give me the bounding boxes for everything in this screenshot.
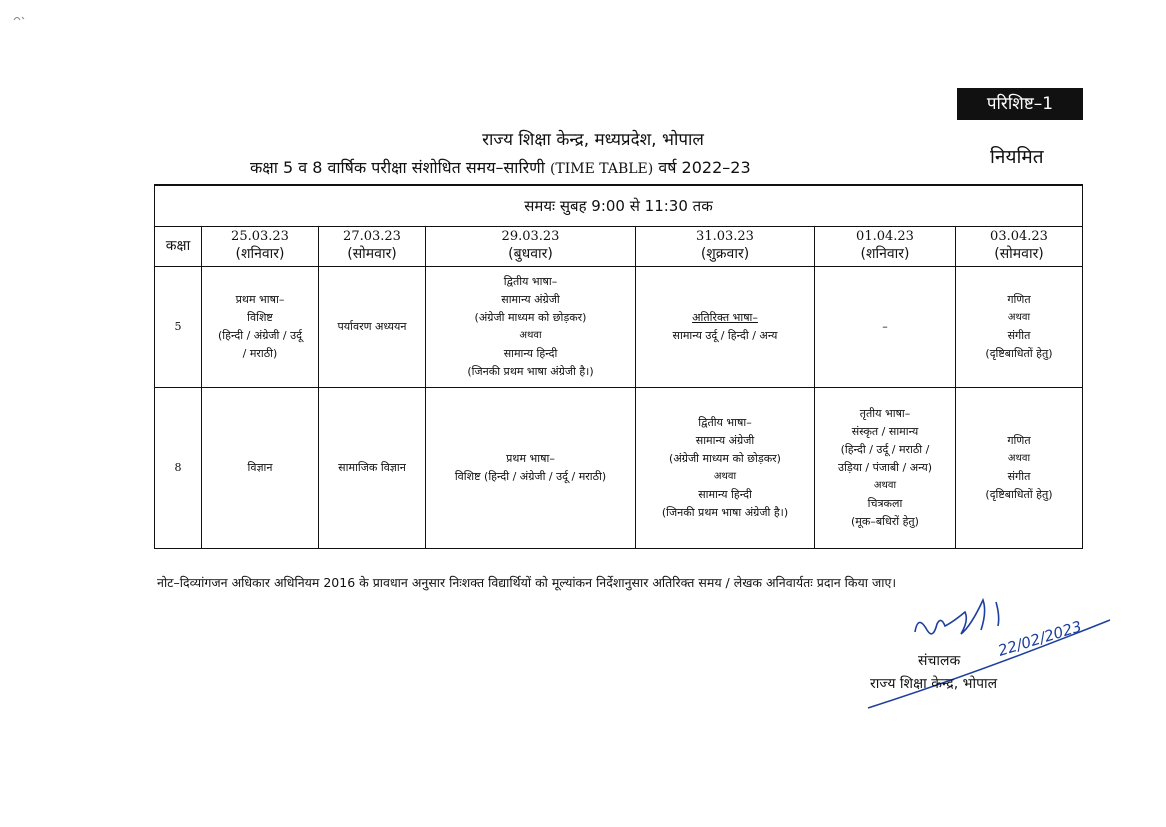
cell-line: अथवा bbox=[1007, 312, 1031, 323]
scan-mark bbox=[8, 8, 48, 28]
signature-image bbox=[860, 592, 1120, 714]
cell-line: (दृष्टिबाधितों हेतु) bbox=[985, 347, 1053, 360]
cell-line: गणित bbox=[1007, 434, 1031, 447]
subject-cell bbox=[636, 267, 815, 388]
subject-cell bbox=[319, 388, 426, 549]
cell-line: तृतीय भाषा– bbox=[859, 407, 911, 420]
subtitle-year: वर्ष 2022–23 bbox=[658, 158, 751, 177]
date-header: 01.04.23 (शनिवार) bbox=[815, 227, 956, 267]
appendix-badge: परिशिष्ट–1 bbox=[957, 88, 1083, 120]
cell-line: (मूक–बधिरों हेतु) bbox=[851, 515, 919, 528]
cell-line: सामाजिक विज्ञान bbox=[338, 461, 406, 474]
table-row bbox=[155, 388, 1083, 549]
subject-cell bbox=[426, 388, 636, 549]
document-subtitle bbox=[250, 156, 751, 178]
signatory-designation: संचालक bbox=[918, 653, 961, 669]
footnote: नोट–दिव्यांगजन अधिकार अधिनियम 2016 के प्रावधान अनुसार निःशक्त विद्यार्थियों को मूल्यांकन निर्देशानुसार अतिरिक्त समय / लेखक अनिवार्यतः प्रदान किया जाए। bbox=[157, 575, 897, 590]
class-number: 5 bbox=[155, 267, 202, 388]
cell-line: प्रथम भाषा– bbox=[506, 452, 555, 465]
subject-cell bbox=[956, 388, 1083, 549]
cell-line: अथवा bbox=[873, 480, 897, 491]
subtitle-text: कक्षा 5 व 8 वार्षिक परीक्षा संशोधित समय–सारिणी bbox=[250, 158, 545, 177]
cell-line: / मराठी) bbox=[242, 347, 278, 360]
cell-line: (अंग्रेजी माध्यम को छोड़कर) bbox=[474, 311, 587, 324]
cell-line: (जिनकी प्रथम भाषा अंग्रेजी है।) bbox=[661, 506, 789, 519]
cell-line: (दृष्टिबाधितों हेतु) bbox=[985, 488, 1053, 501]
subject-cell bbox=[815, 267, 956, 388]
subject-cell bbox=[426, 267, 636, 388]
date-header: 27.03.23 (सोमवार) bbox=[319, 227, 426, 267]
cell-line: गणित bbox=[1007, 293, 1031, 306]
subject-cell bbox=[956, 267, 1083, 388]
subject-cell bbox=[202, 267, 319, 388]
cell-line: सामान्य अंग्रेजी bbox=[501, 293, 560, 306]
date-header: 31.03.23 (शुक्रवार) bbox=[636, 227, 815, 267]
exam-time: समयः सुबह 9:00 से 11:30 तक bbox=[155, 185, 1083, 227]
date-header: 25.03.23 (शनिवार) bbox=[202, 227, 319, 267]
cell-line: सामान्य हिन्दी bbox=[698, 488, 752, 501]
cell-line: द्वितीय भाषा– bbox=[698, 416, 752, 429]
handwritten-date: 22/02/2023 bbox=[995, 617, 1084, 660]
cell-line: – bbox=[882, 320, 888, 333]
org-title: राज्य शिक्षा केन्द्र, मध्यप्रदेश, भोपाल bbox=[482, 130, 704, 150]
cell-line: पर्यावरण अध्ययन bbox=[337, 320, 407, 333]
cell-line: संस्कृत / सामान्य bbox=[851, 425, 919, 438]
subject-cell bbox=[636, 388, 815, 549]
cell-line: (जिनकी प्रथम भाषा अंग्रेजी है।) bbox=[467, 365, 594, 378]
cell-line: उड़िया / पंजाबी / अन्य) bbox=[837, 461, 933, 474]
cell-line: संगीत bbox=[1007, 329, 1031, 342]
date-header-row bbox=[155, 227, 1083, 267]
signatory-office: राज्य शिक्षा केन्द्र, भोपाल bbox=[870, 676, 998, 692]
cell-line: अथवा bbox=[713, 471, 737, 482]
cell-line: विशिष्ट bbox=[247, 311, 273, 324]
subject-cell bbox=[202, 388, 319, 549]
cell-line: संगीत bbox=[1007, 470, 1031, 483]
cell-line: सामान्य अंग्रेजी bbox=[695, 434, 755, 447]
cell-line: (हिन्दी / उर्दू / मराठी / bbox=[840, 443, 930, 456]
cell-line: अथवा bbox=[1007, 453, 1031, 464]
cell-line: चित्रकला bbox=[867, 497, 903, 510]
class-number: 8 bbox=[155, 388, 202, 549]
cell-line: सामान्य हिन्दी bbox=[503, 347, 558, 360]
table-row bbox=[155, 267, 1083, 388]
cell-line: (हिन्दी / अंग्रेजी / उर्दू bbox=[218, 329, 302, 342]
subject-cell bbox=[319, 267, 426, 388]
timetable bbox=[154, 184, 1083, 549]
subject-cell bbox=[815, 388, 956, 549]
cell-line: सामान्य उर्दू / हिन्दी / अन्य bbox=[672, 329, 778, 342]
date-header: 29.03.23 (बुधवार) bbox=[426, 227, 636, 267]
cell-line: विशिष्ट (हिन्दी / अंग्रेजी / उर्दू / मराठी) bbox=[454, 470, 607, 483]
cell-line: विज्ञान bbox=[247, 461, 273, 474]
cell-line: अतिरिक्त भाषा– bbox=[692, 311, 758, 324]
cell-line: प्रथम भाषा– bbox=[235, 293, 285, 306]
date-header: 03.04.23 (सोमवार) bbox=[956, 227, 1083, 267]
class-header: कक्षा bbox=[155, 227, 202, 267]
cell-line: द्वितीय भाषा– bbox=[503, 275, 558, 288]
cell-line: (अंग्रेजी माध्यम को छोड़कर) bbox=[669, 452, 781, 465]
category-label: नियमित bbox=[990, 146, 1044, 168]
cell-line: अथवा bbox=[519, 330, 542, 341]
subtitle-english: (TIME TABLE) bbox=[549, 161, 654, 177]
